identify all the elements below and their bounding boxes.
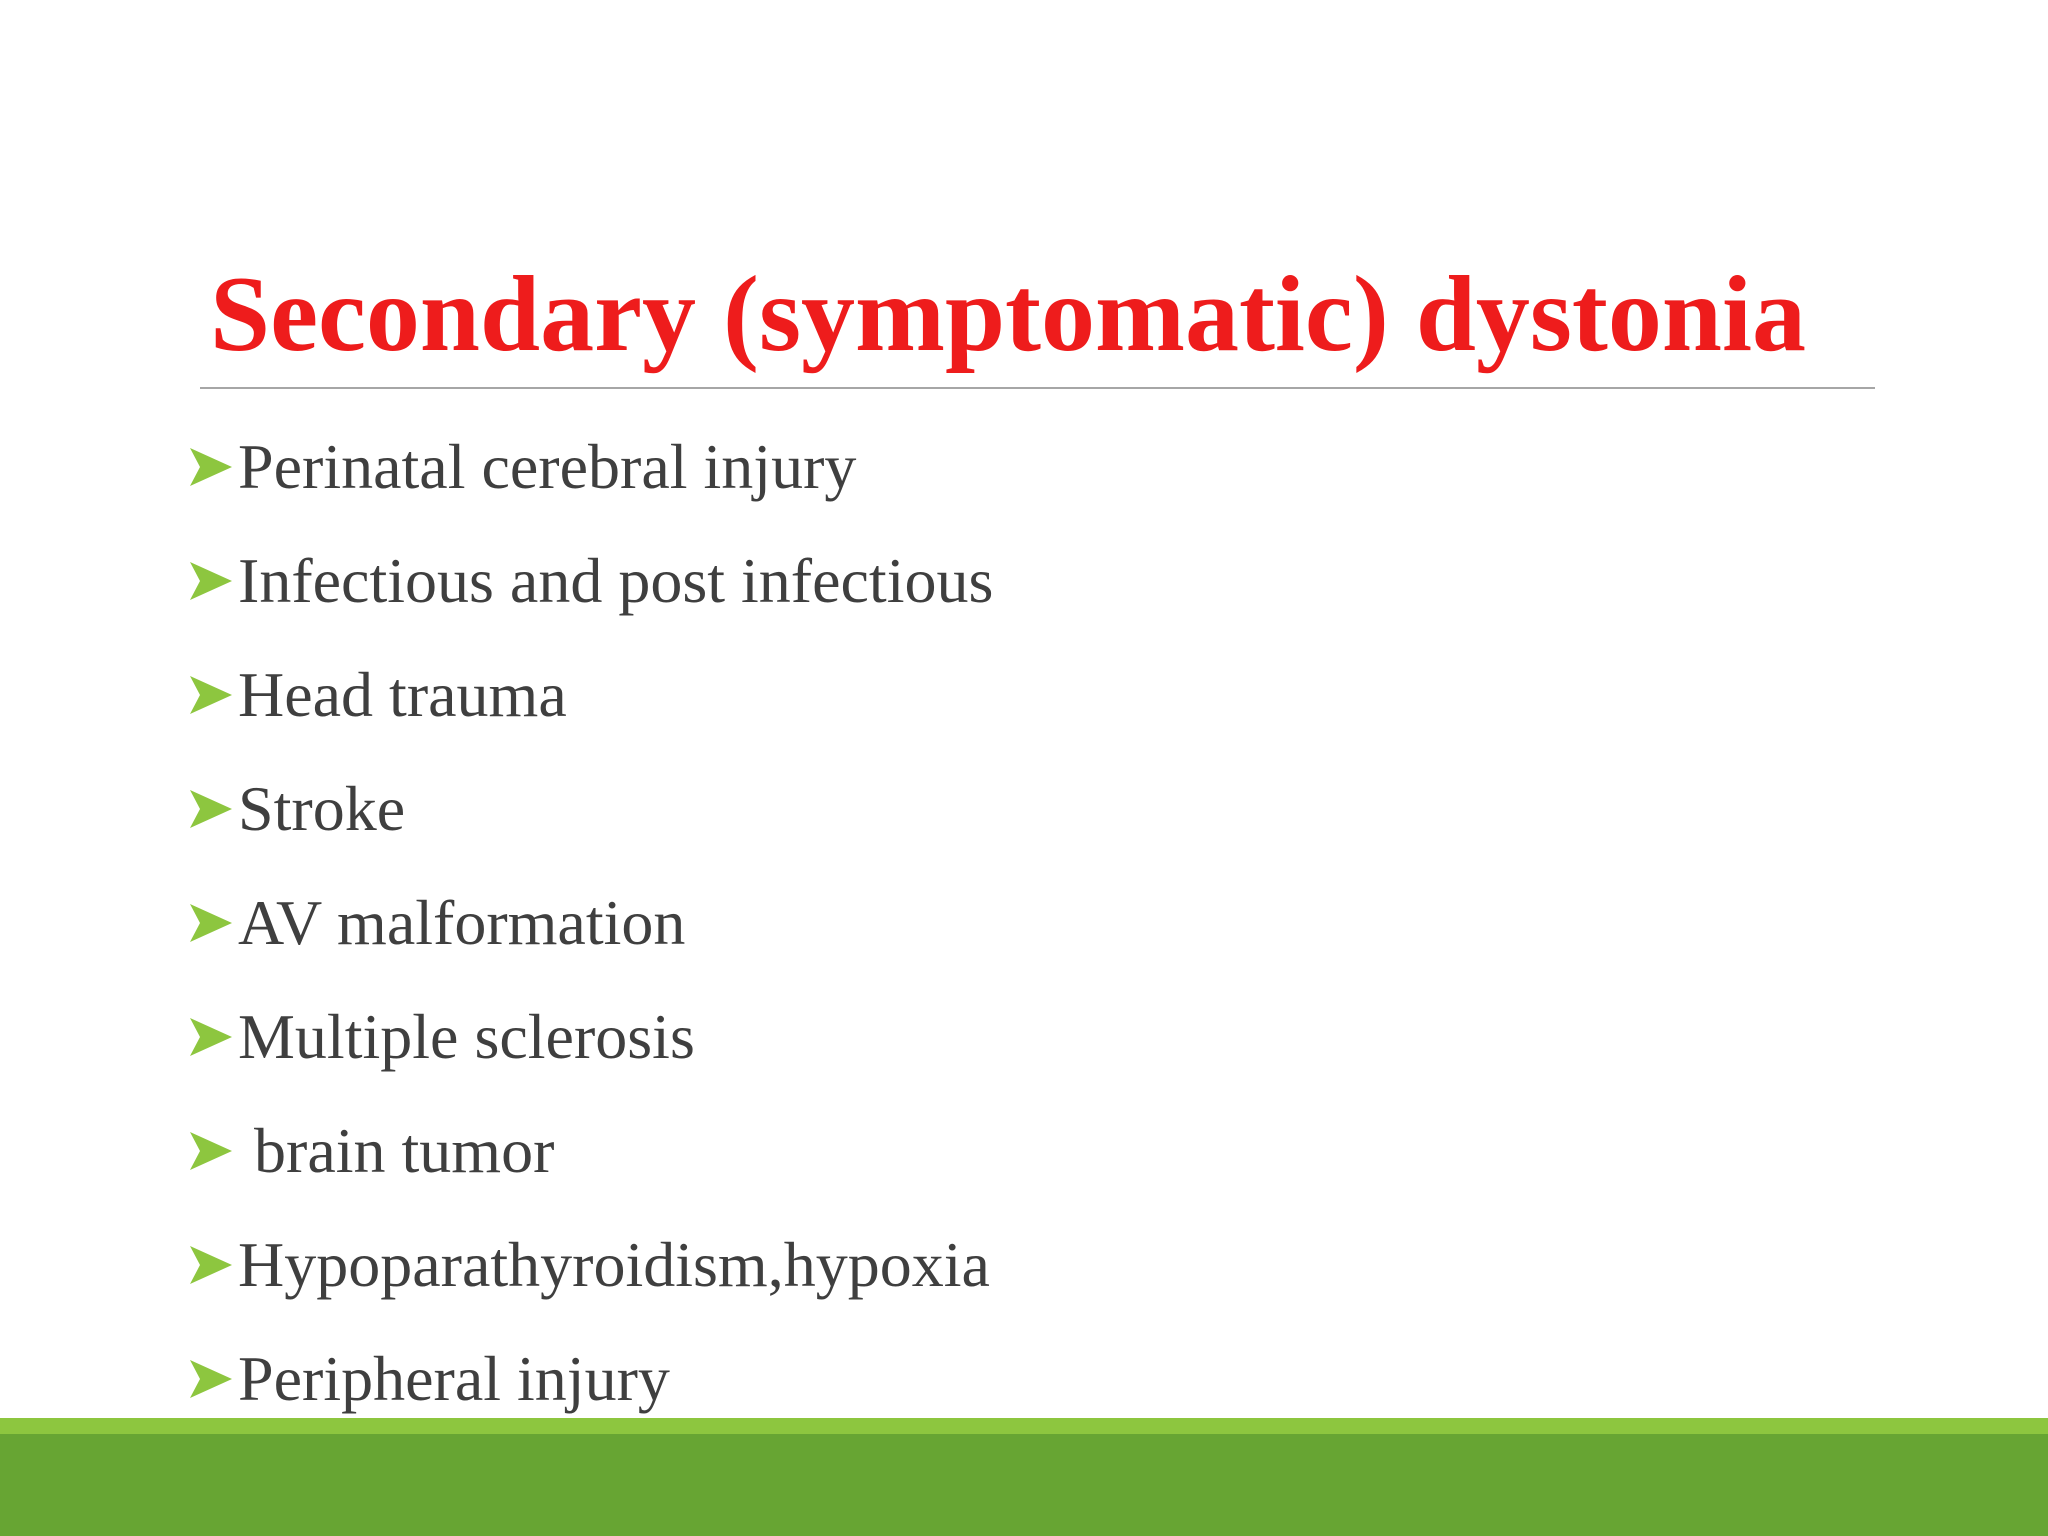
arrow-bullet-icon [188, 786, 234, 832]
footer-band [0, 1418, 2048, 1536]
bullet-item-hypoparathyroidism [188, 1208, 993, 1322]
bullet-text: Peripheral injury [238, 1343, 670, 1414]
bullet-item-multiple-sclerosis [188, 980, 993, 1094]
arrow-bullet-icon [188, 558, 234, 604]
arrow-bullet-icon [188, 1128, 234, 1174]
bullet-text: Perinatal cerebral injury [238, 431, 857, 502]
bullet-item-head-trauma [188, 638, 993, 752]
bullet-text: Multiple sclerosis [238, 1001, 695, 1072]
bullet-item-av-malformation [188, 866, 993, 980]
bullet-item-perinatal-cerebral-injury [188, 410, 993, 524]
arrow-bullet-icon [188, 1014, 234, 1060]
title-divider [200, 387, 1875, 389]
bullet-item-stroke [188, 752, 993, 866]
bullet-list [188, 410, 993, 1436]
bullet-item-brain-tumor [188, 1094, 993, 1208]
arrow-bullet-icon [188, 1242, 234, 1288]
bullet-text: brain tumor [238, 1115, 555, 1186]
arrow-bullet-icon [188, 1356, 234, 1402]
bullet-text: Head trauma [238, 659, 567, 730]
bullet-text: Hypoparathyroidism,hypoxia [238, 1229, 990, 1300]
footer-stripe-dark [0, 1434, 2048, 1536]
slide-title: Secondary (symptomatic) dystonia [210, 255, 1806, 374]
bullet-text: AV malformation [238, 887, 686, 958]
bullet-text: Infectious and post infectious [238, 545, 994, 616]
bullet-text: Stroke [238, 773, 406, 844]
bullet-item-infectious [188, 524, 993, 638]
arrow-bullet-icon [188, 444, 234, 490]
arrow-bullet-icon [188, 672, 234, 718]
arrow-bullet-icon [188, 900, 234, 946]
footer-stripe-light [0, 1418, 2048, 1434]
